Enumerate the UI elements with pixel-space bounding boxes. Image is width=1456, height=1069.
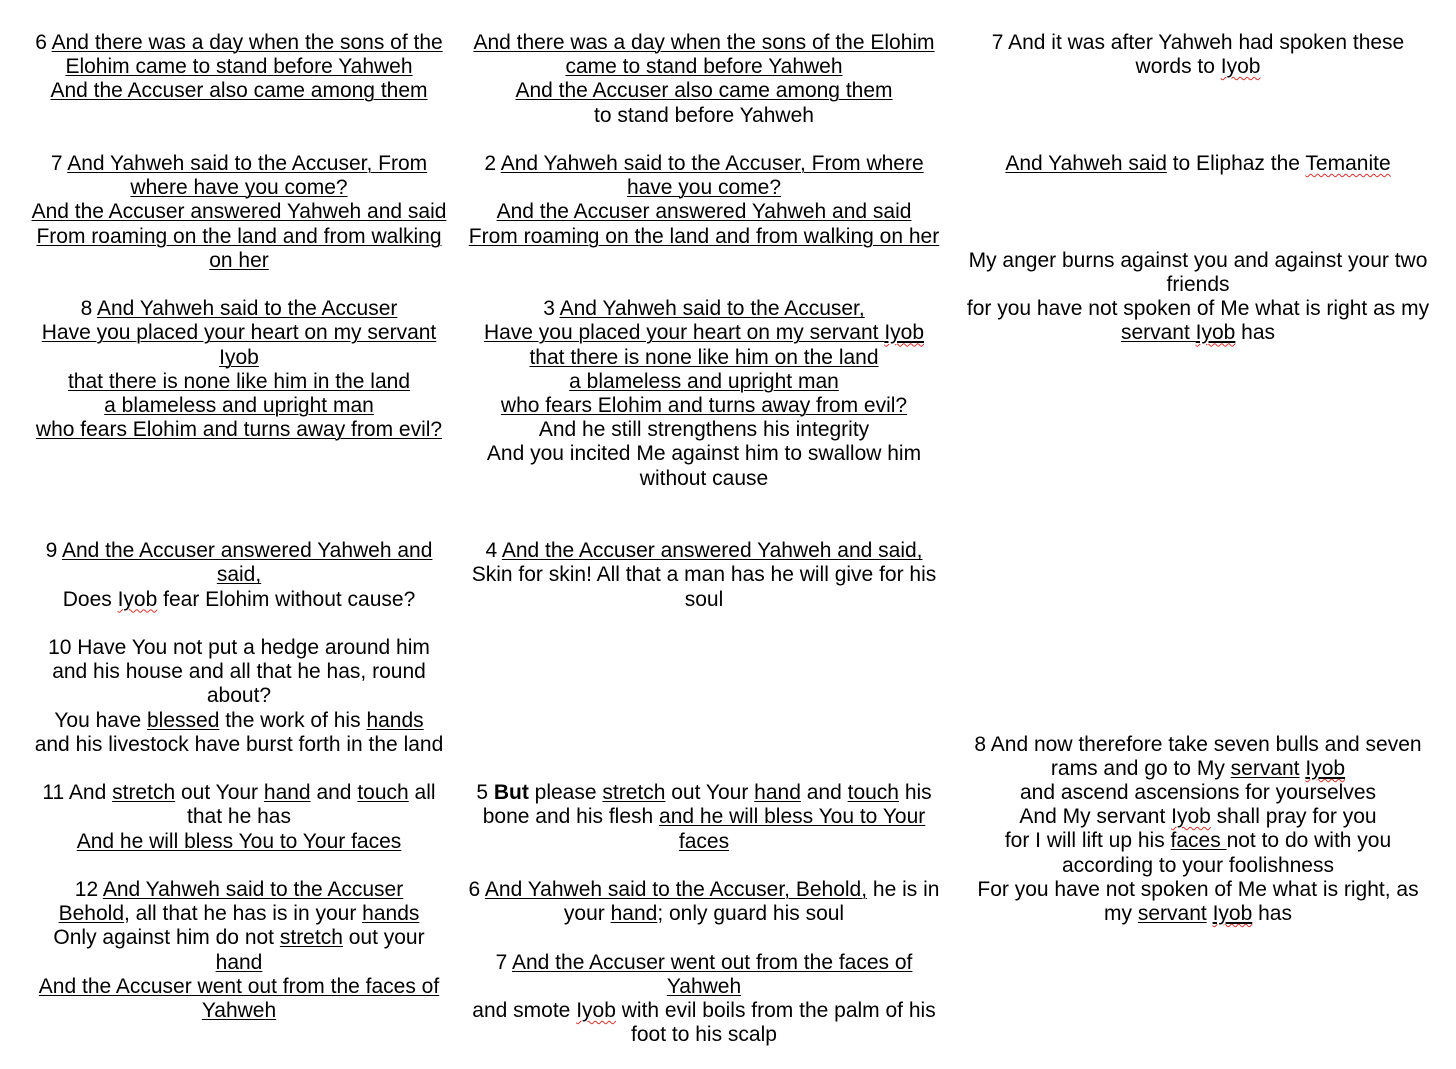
- blank-line: [952, 466, 1444, 490]
- text-line: [456, 152, 952, 176]
- text-segment: 7 And it was after Yahweh had spoken these: [991, 31, 1405, 54]
- text-segment: all: [408, 781, 436, 805]
- flagged-word: [1213, 902, 1253, 925]
- text-line: [22, 55, 456, 79]
- text-segment: without cause: [639, 466, 769, 490]
- flagged-word: Iyob: [117, 587, 158, 611]
- underlined-text: Elohim came to stand before Yahweh: [65, 55, 413, 79]
- text-line: [456, 394, 952, 418]
- underlined-text: And Yahweh said to the Accuser, From: [67, 151, 428, 175]
- text-line: [952, 297, 1444, 321]
- text-segment: For you have not spoken of Me what is right, as: [977, 877, 1419, 901]
- text-segment: and: [800, 781, 848, 805]
- blank-line: [456, 757, 952, 781]
- text-segment: 6: [468, 877, 485, 901]
- underlined-text: Iyob: [219, 345, 259, 369]
- text-line: [22, 394, 456, 418]
- text-line: [456, 297, 952, 321]
- underlined-text: said,: [216, 563, 262, 587]
- flagged-word: Iyob: [1220, 55, 1261, 79]
- blank-line: [952, 200, 1444, 224]
- flagged-word: [1305, 757, 1345, 780]
- underlined-text: hand: [263, 781, 311, 805]
- text-segment: please: [528, 781, 603, 805]
- text-segment: 4: [485, 539, 502, 563]
- underlined-text: that there is none like him on the land: [529, 345, 879, 369]
- underlined-text: and he will bless You to Your: [659, 805, 926, 829]
- text-line: [22, 563, 456, 587]
- text-segment: your: [563, 902, 611, 926]
- blank-line: [952, 491, 1444, 515]
- underlined-text: stretch: [112, 781, 176, 805]
- underlined-text: hands: [366, 708, 424, 732]
- underlined-text: And the Accuser went out from the faces of: [511, 950, 913, 974]
- blank-line: [456, 854, 952, 878]
- text-line: [456, 878, 952, 902]
- text-line: [22, 297, 456, 321]
- underlined-text: on her: [209, 248, 269, 272]
- text-line: [22, 684, 456, 708]
- text-segment: my: [1104, 901, 1138, 925]
- blank-line: [456, 709, 952, 733]
- text-line: [456, 370, 952, 394]
- flagged-word: [884, 321, 924, 344]
- text-line: [456, 830, 952, 854]
- text-line: [952, 55, 1444, 79]
- underlined-text: And he will bless You to Your faces: [76, 829, 402, 853]
- text-segment: out Your: [175, 781, 264, 805]
- text-line: [456, 467, 952, 491]
- text-line: [456, 781, 952, 805]
- text-line: [22, 830, 456, 854]
- text-line: [22, 951, 456, 975]
- text-line: [952, 273, 1444, 297]
- text-segment: about?: [206, 684, 272, 708]
- text-segment: Only against him do not: [53, 926, 280, 950]
- text-line: [22, 79, 456, 103]
- blank-line: [952, 612, 1444, 636]
- underlined-text: And the Accuser answered Yahweh and: [61, 539, 433, 563]
- column-middle: [456, 31, 952, 1047]
- blank-line: [22, 491, 456, 515]
- text-line: [22, 321, 456, 345]
- underlined-text: From roaming on the land and from walking: [36, 224, 442, 248]
- blank-line: [456, 636, 952, 660]
- text-segment: 8: [80, 297, 97, 321]
- spellcheck-mark: Iyob: [1195, 321, 1236, 345]
- column-left: [22, 31, 456, 1023]
- underlined-text: And Yahweh said to the Accuser,: [559, 297, 865, 321]
- text-segment: to stand before Yahweh: [594, 103, 814, 127]
- text-line: [456, 79, 952, 103]
- text-line: [456, 104, 952, 128]
- text-line: [456, 539, 952, 563]
- blank-line: [456, 491, 952, 515]
- text-segment: Skin for skin! All that a man has he will give for his: [471, 563, 937, 587]
- underlined-text: And the Accuser answered Yahweh and said: [31, 200, 447, 224]
- blank-line: [456, 926, 952, 950]
- blank-line: [22, 757, 456, 781]
- flagged-word: Iyob: [1171, 805, 1211, 829]
- text-line: [952, 757, 1444, 781]
- text-line: [22, 225, 456, 249]
- underlined-text: touch: [357, 781, 409, 805]
- underlined-text: Have you placed your heart on my servant: [483, 321, 885, 345]
- text-segment: and his livestock have burst forth in the land: [34, 732, 444, 756]
- text-segment: and smote: [472, 998, 577, 1022]
- text-segment: Does: [62, 587, 118, 611]
- underlined-text: And Yahweh said to the Accuser, Behold,: [484, 877, 868, 901]
- text-segment: out Your: [665, 781, 755, 805]
- flagged-word: Temanite: [1305, 151, 1391, 175]
- text-line: [22, 249, 456, 273]
- blank-line: [456, 684, 952, 708]
- blank-line: [22, 442, 456, 466]
- text-line: [22, 539, 456, 563]
- text-line: [22, 346, 456, 370]
- blank-line: [952, 370, 1444, 394]
- text-segment: 2: [484, 152, 501, 175]
- blank-line: [22, 467, 456, 491]
- text-line: [952, 152, 1444, 176]
- text-line: [22, 805, 456, 829]
- blank-line: [952, 515, 1444, 539]
- blank-line: [952, 636, 1444, 660]
- blank-line: [952, 79, 1444, 103]
- underlined-text: came to stand before Yahweh: [565, 55, 843, 79]
- text-line: [456, 951, 952, 975]
- text-line: [22, 733, 456, 757]
- text-segment: that he has: [187, 805, 291, 829]
- text-line: [22, 31, 456, 55]
- blank-line: [952, 346, 1444, 370]
- text-line: [22, 781, 456, 805]
- underlined-text: And Yahweh said to the Accuser: [96, 297, 398, 321]
- text-segment: according to your foolishness: [1062, 853, 1334, 877]
- text-segment: 7: [495, 950, 512, 974]
- blank-line: [456, 273, 952, 297]
- text-segment: My anger burns against you and against your two: [968, 248, 1428, 272]
- text-segment: for I will lift up his: [1004, 829, 1171, 853]
- underlined-text: who fears Elohim and turns away from evil?: [35, 418, 443, 442]
- blank-line: [22, 854, 456, 878]
- blank-line: [952, 225, 1444, 249]
- underlined-text: who fears Elohim and turns away from evil?: [500, 394, 908, 417]
- text-segment: 9: [45, 539, 62, 563]
- text-line: [456, 31, 952, 55]
- blank-line: [456, 515, 952, 539]
- spellcheck-mark: Iyob: [884, 321, 925, 345]
- blank-line: [952, 176, 1444, 200]
- text-segment: the work of his: [219, 708, 367, 732]
- underlined-text: hand: [610, 902, 658, 926]
- text-line: [456, 975, 952, 999]
- underlined-text: And the Accuser went out from the faces of: [38, 974, 440, 998]
- text-line: [22, 975, 456, 999]
- text-line: [952, 829, 1444, 853]
- underlined-text: Yahweh: [201, 998, 277, 1022]
- blank-line: [456, 128, 952, 152]
- text-line: [456, 55, 952, 79]
- text-line: [952, 854, 1444, 878]
- text-segment: has: [1252, 901, 1292, 925]
- blank-line: [952, 563, 1444, 587]
- blank-line: [22, 273, 456, 297]
- blank-line: [456, 733, 952, 757]
- text-segment: soul: [684, 587, 724, 611]
- underlined-text: a blameless and upright man: [104, 394, 374, 417]
- flagged-word: [1196, 321, 1236, 344]
- text-segment: ; only guard his soul: [657, 902, 845, 926]
- text-line: [22, 709, 456, 733]
- text-segment: 11 And: [42, 781, 113, 805]
- text-line: [952, 733, 1444, 757]
- text-segment: and: [310, 781, 358, 805]
- text-line: [952, 902, 1444, 926]
- text-segment: 8 And now therefore take seven bulls and seven: [974, 732, 1422, 756]
- text-line: [22, 999, 456, 1023]
- text-line: [22, 926, 456, 950]
- text-line: [456, 346, 952, 370]
- underlined-text: Have you placed your heart on my servant: [41, 321, 437, 345]
- text-segment: 12: [74, 877, 103, 901]
- text-segment: And he still strengthens his integrity: [538, 418, 870, 442]
- underlined-text: a blameless and upright man: [569, 369, 839, 393]
- text-line: [456, 999, 952, 1023]
- text-segment: and ascend ascensions for yourselves: [1019, 780, 1377, 804]
- blank-line: [952, 660, 1444, 684]
- text-line: [456, 200, 952, 224]
- blank-line: [952, 418, 1444, 442]
- text-line: [456, 225, 952, 249]
- blank-line: [952, 104, 1444, 128]
- underlined-text: And Yahweh said to the Accuser, From where: [500, 152, 924, 175]
- text-line: [22, 660, 456, 684]
- text-segment: rams and go to My: [1050, 756, 1231, 780]
- underlined-text: where have you come?: [130, 176, 348, 200]
- underlined-text: blessed: [146, 708, 220, 732]
- text-segment: You have: [54, 708, 147, 732]
- flagged-word: Iyob: [576, 998, 616, 1022]
- underlined-text: servant: [1230, 756, 1300, 780]
- underlined-text: have you come?: [626, 176, 782, 200]
- blank-line: [952, 587, 1444, 611]
- text-line: [456, 563, 952, 587]
- text-line: [456, 418, 952, 442]
- underlined-text: stretch: [279, 926, 343, 950]
- text-line: [22, 370, 456, 394]
- blank-line: [952, 684, 1444, 708]
- text-line: [456, 176, 952, 200]
- underlined-text: faces: [678, 829, 730, 853]
- text-segment: not to do with you: [1226, 829, 1392, 853]
- underlined-text: servant: [1120, 321, 1196, 345]
- bold-text: But: [493, 781, 529, 805]
- blank-line: [952, 128, 1444, 152]
- underlined-text: From roaming on the land and from walking on her: [468, 224, 940, 248]
- blank-line: [22, 128, 456, 152]
- text-line: [952, 321, 1444, 345]
- blank-line: [456, 660, 952, 684]
- underlined-text: touch: [847, 781, 899, 805]
- text-line: [22, 902, 456, 926]
- blank-line: [952, 708, 1444, 732]
- text-line: [22, 636, 456, 660]
- text-segment: 5: [476, 781, 494, 805]
- text-line: [952, 249, 1444, 273]
- underlined-text: hand: [215, 950, 263, 974]
- text-line: [22, 200, 456, 224]
- text-segment: for you have not spoken of Me what is right as my: [966, 297, 1430, 321]
- underlined-text: And the Accuser also came among them: [515, 79, 893, 103]
- text-line: [952, 805, 1444, 829]
- text-line: [22, 176, 456, 200]
- text-line: [22, 418, 456, 442]
- text-segment: 6: [35, 31, 52, 54]
- underlined-text: that there is none like him in the land: [67, 369, 411, 393]
- text-segment: words to: [1135, 55, 1221, 79]
- underlined-text: And there was a day when the sons of the Elohim: [473, 31, 935, 54]
- text-line: [456, 1023, 952, 1047]
- blank-line: [22, 515, 456, 539]
- column-right: [952, 31, 1444, 926]
- blank-line: [952, 394, 1444, 418]
- text-segment: bone and his flesh: [482, 805, 660, 829]
- text-segment: friends: [1166, 272, 1230, 296]
- underlined-text: And Yahweh said to the Accuser: [102, 877, 404, 901]
- text-segment: 7: [50, 151, 68, 175]
- text-segment: And My servant: [1019, 805, 1172, 829]
- text-segment: shall pray for you: [1210, 805, 1377, 829]
- text-segment: , all that he has is in your: [124, 902, 363, 926]
- spellcheck-mark: Iyob: [1305, 756, 1346, 780]
- underlined-text: And the Accuser also came among them: [50, 79, 428, 103]
- text-segment: with evil boils from the palm of his: [615, 998, 936, 1022]
- text-segment: 3: [543, 297, 560, 321]
- underlined-text: faces: [1170, 829, 1227, 853]
- underlined-text: stretch: [602, 781, 666, 805]
- blank-line: [952, 442, 1444, 466]
- text-line: [22, 152, 456, 176]
- text-line: [952, 781, 1444, 805]
- text-line: [456, 588, 952, 612]
- text-segment: has: [1235, 321, 1276, 345]
- blank-line: [22, 612, 456, 636]
- text-segment: his: [898, 781, 932, 805]
- blank-line: [22, 104, 456, 128]
- underlined-text: And the Accuser answered Yahweh and said,: [501, 539, 923, 563]
- text-segment: out your: [342, 926, 425, 950]
- text-segment: And you incited Me against him to swallow him: [486, 442, 922, 466]
- text-line: [456, 321, 952, 345]
- underlined-text: hands: [362, 902, 420, 926]
- text-line: [952, 878, 1444, 902]
- underlined-text: hand: [754, 781, 801, 805]
- blank-line: [456, 249, 952, 273]
- text-segment: he is in: [867, 877, 940, 901]
- underlined-text: And Yahweh said: [1005, 151, 1167, 175]
- underlined-text: Behold: [58, 902, 125, 926]
- underlined-text: And there was a day when the sons of the: [51, 31, 443, 54]
- text-line: [22, 588, 456, 612]
- spellcheck-mark: Iyob: [1212, 901, 1253, 925]
- underlined-text: And the Accuser answered Yahweh and said: [496, 200, 912, 224]
- blank-line: [952, 539, 1444, 563]
- text-segment: to Eliphaz the: [1166, 151, 1306, 175]
- text-segment: fear Elohim without cause?: [157, 587, 416, 611]
- text-line: [456, 442, 952, 466]
- underlined-text: servant: [1137, 901, 1207, 925]
- text-line: [952, 31, 1444, 55]
- blank-line: [456, 612, 952, 636]
- text-line: [22, 878, 456, 902]
- text-segment: foot to his scalp: [631, 1023, 777, 1047]
- text-segment: 10 Have You not put a hedge around him: [48, 635, 430, 659]
- text-line: [456, 805, 952, 829]
- text-segment: and his house and all that he has, round: [52, 660, 426, 684]
- underlined-text: Yahweh: [666, 974, 742, 998]
- text-line: [456, 902, 952, 926]
